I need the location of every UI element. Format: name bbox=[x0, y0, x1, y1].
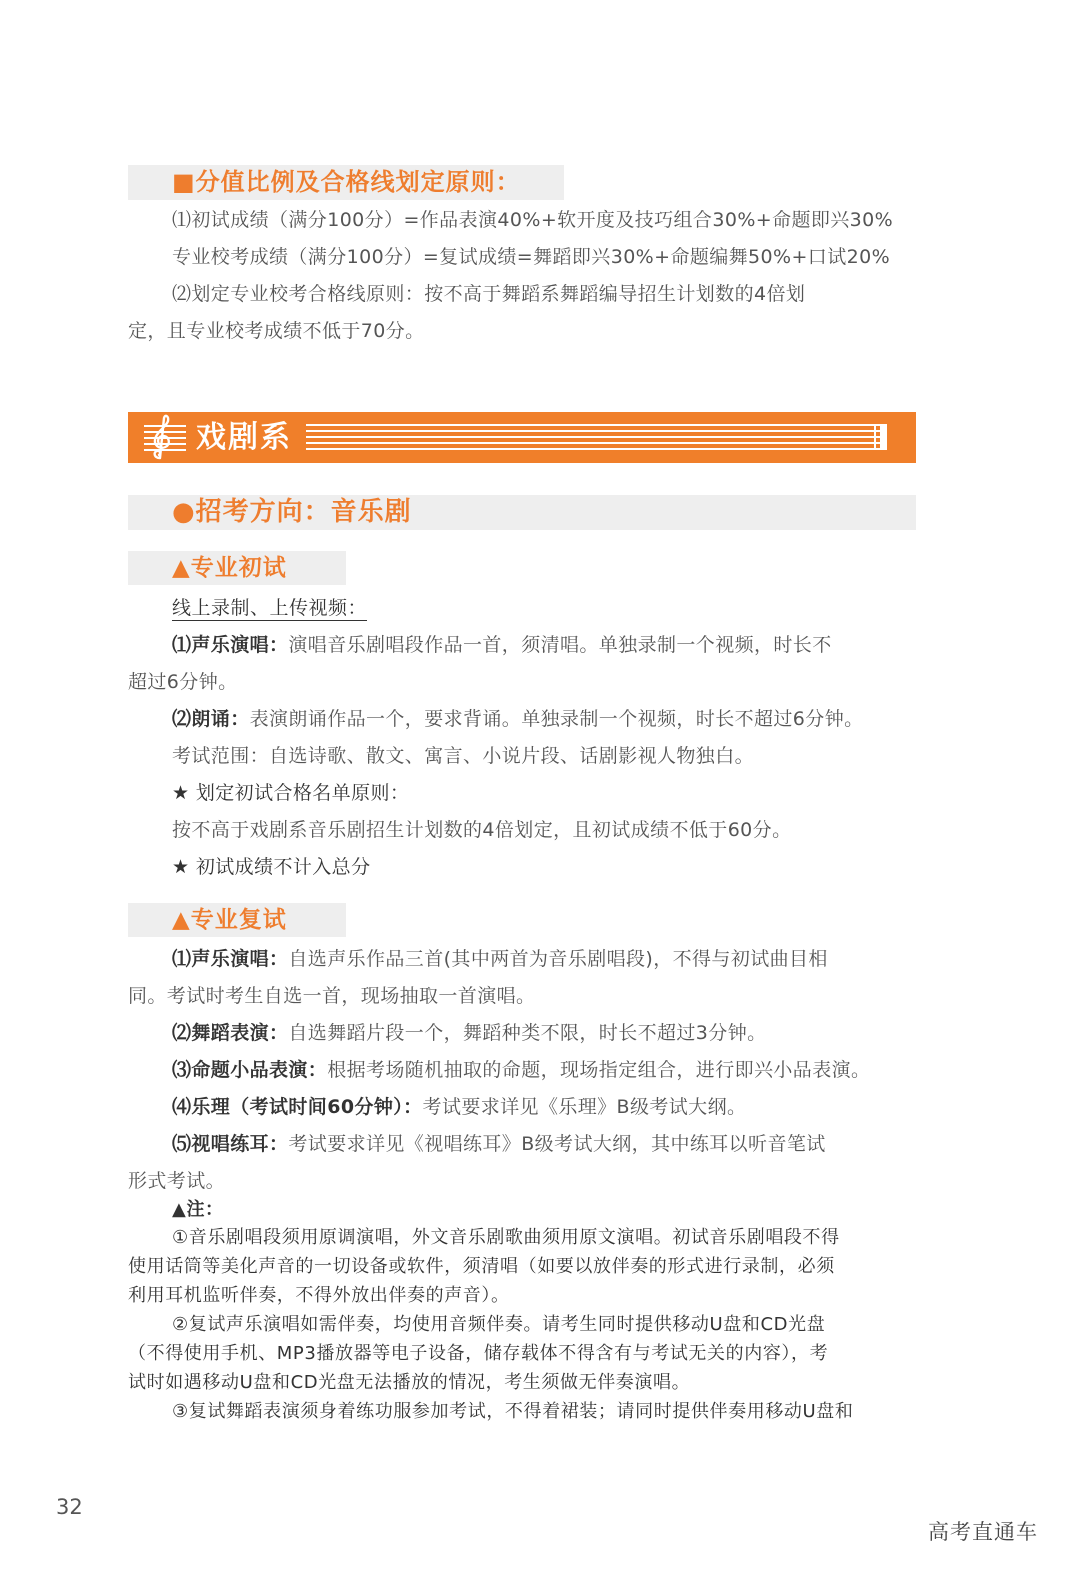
score-line-4: 定，且专业校考成绩不低于70分。 bbox=[128, 320, 425, 342]
score-line-1: ⑴初试成绩（满分100分）=作品表演40%+软开度及技巧组合30%+命题即兴30% bbox=[172, 209, 894, 231]
second-heading-bar bbox=[128, 903, 346, 937]
prelim-rule-title: ★ 划定初试合格名单原则： bbox=[172, 782, 410, 804]
second-item-1-label: ⑴声乐演唱： bbox=[172, 948, 289, 970]
prelim-item-2 bbox=[172, 707, 864, 731]
second-item-2-label: ⑵舞蹈表演： bbox=[172, 1022, 289, 1044]
section-heading-bar bbox=[128, 165, 564, 200]
second-item-4 bbox=[172, 1095, 746, 1119]
second-item-5 bbox=[172, 1132, 826, 1156]
note-line-6: 试时如遇移动U盘和CD光盘无法播放的情况，考生须做无伴奏演唱。 bbox=[128, 1372, 691, 1393]
page-number: 32 bbox=[56, 1495, 83, 1519]
note-line-5: （不得使用手机、MP3播放器等电子设备，储存载体不得含有与考试无关的内容），考 bbox=[128, 1343, 829, 1364]
prelim-item-1-cont: 超过6分钟。 bbox=[128, 671, 238, 693]
second-item-2-text: 自选舞蹈片段一个，舞蹈种类不限，时长不超过3分钟。 bbox=[288, 1022, 767, 1044]
second-item-2 bbox=[172, 1021, 767, 1045]
note-line-1: ①音乐剧唱段须用原调演唱，外文音乐剧歌曲须用原文演唱。初试音乐剧唱段不得 bbox=[172, 1227, 840, 1248]
prelim-item-1-label: ⑴声乐演唱： bbox=[172, 634, 289, 656]
second-item-1-text: 自选声乐作品三首(其中两首为音乐剧唱段)，不得与初试曲目相 bbox=[288, 948, 828, 970]
note-line-2: 使用话筒等美化声音的一切设备或软件，须清唱（如要以放伴奏的形式进行录制，必须 bbox=[128, 1256, 835, 1277]
prelim-rule-note: ★ 初试成绩不计入总分 bbox=[172, 856, 371, 878]
direction-heading: ●招考方向：音乐剧 bbox=[172, 497, 412, 527]
notes-title: ▲注： bbox=[172, 1199, 224, 1220]
prelim-subtitle: 线上录制、上传视频： bbox=[172, 597, 368, 619]
note-line-3: 利用耳机监听伴奏，不得外放出伴奏的声音）。 bbox=[128, 1285, 510, 1306]
second-item-3-label: ⑶命题小品表演： bbox=[172, 1059, 328, 1081]
prelim-rule-text: 按不高于戏剧系音乐剧招生计划数的4倍划定，且初试成绩不低于60分。 bbox=[172, 819, 792, 841]
second-item-3 bbox=[172, 1058, 870, 1082]
second-item-1 bbox=[172, 947, 828, 971]
prelim-heading: ▲专业初试 bbox=[172, 555, 287, 581]
department-name: 戏剧系 bbox=[196, 420, 292, 455]
second-item-5-cont: 形式考试。 bbox=[128, 1170, 226, 1192]
music-staff-decoration bbox=[306, 424, 892, 450]
second-heading: ▲专业复试 bbox=[172, 907, 287, 933]
brand-watermark: 高考直通车 bbox=[928, 1520, 1038, 1544]
second-item-4-label: ⑷乐理（考试时间60分钟）： bbox=[172, 1096, 423, 1118]
treble-clef-icon bbox=[136, 414, 188, 461]
prelim-item-2-range: 考试范围：自选诗歌、散文、寓言、小说片段、话剧影视人物独白。 bbox=[172, 745, 755, 767]
direction-heading-bar bbox=[128, 495, 916, 530]
section-heading: ■分值比例及合格线划定原则： bbox=[172, 168, 521, 196]
department-banner bbox=[128, 412, 916, 463]
prelim-item-1-text: 演唱音乐剧唱段作品一首，须清唱。单独录制一个视频，时长不 bbox=[288, 634, 832, 656]
note-line-4: ②复试声乐演唱如需伴奏，均使用音频伴奏。请考生同时提供移动U盘和CD光盘 bbox=[172, 1314, 826, 1335]
prelim-item-2-label: ⑵朗诵： bbox=[172, 708, 250, 730]
score-line-2: 专业校考成绩（满分100分）=复试成绩=舞蹈即兴30%+命题编舞50%+口试20% bbox=[172, 246, 891, 268]
second-item-1-cont: 同。考试时考生自选一首，现场抽取一首演唱。 bbox=[128, 985, 536, 1007]
second-item-3-text: 根据考场随机抽取的命题，现场指定组合，进行即兴小品表演。 bbox=[327, 1059, 871, 1081]
second-item-5-text: 考试要求详见《视唱练耳》B级考试大纲，其中练耳以听音笔试 bbox=[288, 1133, 826, 1155]
score-line-3: ⑵划定专业校考合格线原则：按不高于舞蹈系舞蹈编导招生计划数的4倍划 bbox=[172, 283, 806, 305]
prelim-item-1 bbox=[172, 633, 832, 657]
second-item-4-text: 考试要求详见《乐理》B级考试大纲。 bbox=[422, 1096, 747, 1118]
second-item-5-label: ⑸视唱练耳： bbox=[172, 1133, 289, 1155]
prelim-heading-bar bbox=[128, 551, 346, 585]
prelim-item-2-text: 表演朗诵作品一个，要求背诵。单独录制一个视频，时长不超过6分钟。 bbox=[249, 708, 864, 730]
note-line-7: ③复试舞蹈表演须身着练功服参加考试，不得着裙装；请同时提供伴奏用移动U盘和 bbox=[172, 1401, 854, 1422]
